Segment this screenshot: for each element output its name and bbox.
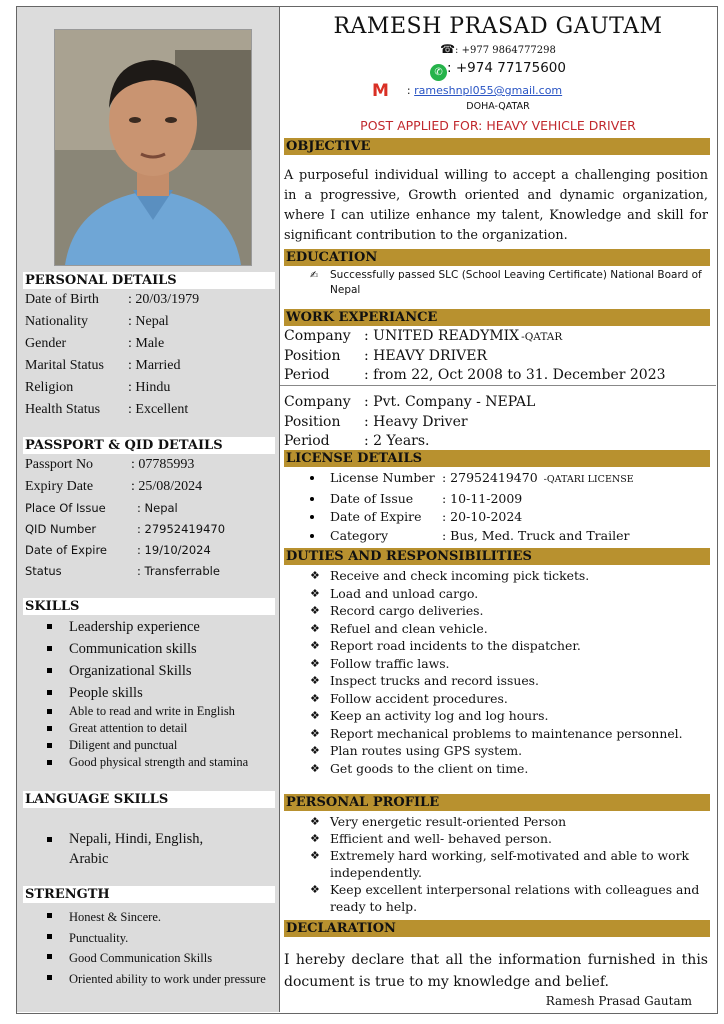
education-item: ✍ Successfully passed SLC (School Leaving Certificate) National Board of Nepal — [310, 269, 702, 296]
detail-value: : Hindu — [128, 380, 171, 395]
detail-label: Health Status — [25, 402, 101, 417]
license-value: : 20-10-2024 — [442, 509, 523, 524]
duty-item: ❖ Keep an activity log and log hours. — [284, 707, 708, 725]
detail-value: : 25/08/2024 — [131, 479, 203, 494]
whatsapp-number: +974 77175600 — [455, 60, 566, 76]
detail-value: : Excellent — [128, 402, 189, 417]
license-label: Date of Expire — [330, 509, 422, 524]
post-label: POST APPLIED FOR: — [360, 118, 483, 133]
duty-item: ❖ Load and unload cargo. — [284, 585, 708, 603]
skill-item: Able to read and write in English — [16, 703, 272, 720]
profile-item: ❖ Keep excellent interpersonal relations with colleagues and ready to help. — [284, 881, 708, 915]
detail-label: Marital Status — [25, 358, 104, 373]
passport-detail-row — [25, 477, 202, 497]
duty-item: ❖ Record cargo deliveries. — [284, 602, 708, 620]
location: DOHA-QATAR — [466, 101, 530, 112]
work-value: : UNITED READYMIX — [364, 328, 520, 344]
skill-item: Good physical strength and stamina — [16, 754, 272, 771]
strength-list — [16, 907, 274, 989]
signature: Ramesh Prasad Gautam — [545, 994, 692, 1008]
detail-label: Gender — [25, 336, 67, 351]
work-label: Period — [284, 433, 330, 449]
work-period-row — [284, 432, 430, 451]
phone-icon: ☎ — [440, 42, 456, 56]
license-label: Date of Issue — [330, 490, 414, 506]
personal-details-heading: PERSONAL DETAILS — [23, 272, 275, 289]
detail-value: : 27952419470 — [137, 522, 226, 536]
personal-profile-heading: PERSONAL PROFILE — [284, 794, 710, 811]
strength-item: Good Communication Skills — [16, 948, 274, 969]
passport-detail-row — [25, 498, 178, 518]
profile-item: ❖ Very energetic result-oriented Person — [284, 813, 708, 830]
detail-value: : Married — [128, 358, 181, 373]
license-row — [284, 527, 634, 546]
skill-item: Communication skills — [16, 638, 272, 660]
person-photo-icon — [55, 30, 251, 265]
personal-detail-row — [25, 290, 199, 310]
candidate-name: RAMESH PRASAD GAUTAM — [333, 14, 663, 39]
detail-value: : 07785993 — [131, 457, 195, 472]
strength-item: Honest & Sincere. — [16, 907, 274, 928]
detail-label: QID Number — [25, 522, 97, 536]
detail-label: Date of Expire — [25, 543, 107, 557]
language-list — [16, 829, 226, 869]
profile-photo — [54, 29, 252, 266]
declaration-heading: DECLARATION — [284, 920, 710, 937]
duty-item: ❖ Refuel and clean vehicle. — [284, 620, 708, 638]
duties-heading: DUTIES AND RESPONSIBILITIES — [284, 548, 710, 565]
detail-value: : 20/03/1979 — [128, 292, 200, 307]
work-value: : 2 Years. — [364, 433, 430, 449]
whatsapp-icon: ✆ — [430, 64, 447, 81]
profile-list — [284, 813, 708, 915]
duty-item: ❖ Report mechanical problems to maintenance personnel. — [284, 725, 708, 743]
detail-label: Status — [25, 564, 62, 578]
duty-item: ❖ Receive and check incoming pick tickets. — [284, 567, 708, 585]
license-note: -QATARI LICENSE — [543, 474, 634, 485]
passport-details-heading: PASSPORT & QID DETAILS — [23, 437, 275, 454]
skill-item: Leadership experience — [16, 616, 272, 638]
license-label: License Number — [330, 470, 435, 485]
email-line: M : rameshnpl055@gmail.com — [372, 81, 563, 101]
detail-label: Nationality — [25, 314, 88, 329]
license-value: : Bus, Med. Truck and Trailer — [442, 527, 630, 543]
profile-item: ❖ Efficient and well- behaved person. — [284, 830, 708, 847]
work-label: Position — [284, 347, 341, 364]
duty-item: ❖ Get goods to the client on time. — [284, 760, 708, 778]
duty-item: ❖ Inspect trucks and record issues. — [284, 672, 708, 690]
work-value: : HEAVY DRIVER — [364, 347, 487, 364]
detail-value: : Nepal — [137, 501, 178, 515]
work-company-row — [284, 327, 562, 347]
declaration-text: I hereby declare that all the information furnished in this document is true to my knowledge and belief. — [284, 952, 708, 990]
work-company-row — [284, 393, 535, 412]
objective-heading: OBJECTIVE — [284, 138, 710, 155]
work-period-row — [284, 366, 666, 385]
personal-detail-row — [25, 334, 164, 354]
skills-list-small — [16, 703, 272, 771]
duty-item: ❖ Report road incidents to the dispatcher. — [284, 637, 708, 655]
skill-item: Diligent and punctual — [16, 737, 272, 754]
language-item: Nepali, Hindi, English, Arabic — [16, 829, 226, 869]
detail-label: Expiry Date — [25, 479, 94, 494]
passport-detail-row — [25, 519, 225, 539]
license-row — [284, 469, 634, 490]
personal-detail-row — [25, 400, 188, 420]
duty-item: ❖ Follow traffic laws. — [284, 655, 708, 673]
license-row — [284, 508, 634, 527]
personal-detail-row — [25, 378, 170, 398]
skills-list — [16, 616, 272, 704]
skills-heading: SKILLS — [23, 598, 275, 615]
email-link[interactable]: rameshnpl055@gmail.com — [414, 84, 563, 97]
strength-heading: STRENGTH — [23, 886, 275, 903]
license-row — [284, 490, 634, 509]
work-company-suffix: -QATAR — [521, 331, 563, 343]
pen-icon: ✍ — [310, 270, 319, 281]
profile-item: ❖ Extremely hard working, self-motivated and able to work independently. — [284, 847, 708, 881]
work-position-row — [284, 347, 487, 366]
phone-line: ☎: +977 9864777298 — [440, 42, 556, 56]
skill-item: People skills — [16, 682, 272, 704]
divider — [280, 385, 716, 386]
passport-detail-row — [25, 540, 211, 560]
education-heading: EDUCATION — [284, 249, 710, 266]
license-label: Category — [330, 527, 389, 543]
passport-detail-row — [25, 455, 194, 475]
detail-label: Religion — [25, 380, 74, 395]
work-label: Position — [284, 413, 341, 430]
objective-text: A purposeful individual willing to accept a challenging position in a progressive, Growth oriented and dynamic organization, where I can utilize enhance my talent, Knowledge and skill for significant contribution to the organization. — [284, 168, 708, 243]
license-heading: LICENSE DETAILS — [284, 450, 710, 467]
passport-detail-row — [25, 561, 220, 581]
work-value: : Pvt. Company - NEPAL — [364, 394, 536, 410]
post-applied — [280, 117, 716, 135]
detail-value: : Nepal — [128, 314, 169, 329]
detail-label: Place Of Issue — [25, 501, 106, 515]
work-label: Company — [284, 394, 351, 410]
skill-item: Great attention to detail — [16, 720, 272, 737]
detail-label: Date of Birth — [25, 292, 99, 307]
personal-detail-row — [25, 312, 169, 332]
duty-item: ❖ Plan routes using GPS system. — [284, 742, 708, 760]
detail-value: : Transferrable — [137, 564, 220, 578]
strength-item: Oriented ability to work under pressure — [16, 969, 274, 990]
whatsapp-line: ✆ : +974 77175600 — [280, 58, 716, 81]
gmail-icon: M — [372, 81, 389, 101]
license-value: : 27952419470 — [442, 470, 538, 485]
license-value: : 10-11-2009 — [442, 490, 523, 506]
duties-list — [284, 567, 708, 777]
post-value: HEAVY VEHICLE DRIVER — [486, 118, 636, 133]
work-value: : from 22, Oct 2008 to 31. December 2023 — [364, 367, 666, 383]
detail-label: Passport No — [25, 457, 94, 472]
duty-item: ❖ Follow accident procedures. — [284, 690, 708, 708]
detail-value: : 19/10/2024 — [137, 543, 211, 557]
work-label: Company — [284, 328, 351, 344]
detail-value: : Male — [128, 336, 165, 351]
work-position-row — [284, 413, 468, 432]
phone-number: +977 9864777298 — [461, 45, 556, 56]
skill-item: Organizational Skills — [16, 660, 272, 682]
license-list — [284, 469, 634, 545]
language-skills-heading: LANGUAGE SKILLS — [23, 791, 275, 808]
work-label: Period — [284, 367, 330, 383]
work-value: : Heavy Driver — [364, 413, 468, 430]
strength-item: Punctuality. — [16, 928, 274, 949]
work-experience-heading: WORK EXPERIANCE — [284, 309, 710, 326]
personal-detail-row — [25, 356, 180, 376]
